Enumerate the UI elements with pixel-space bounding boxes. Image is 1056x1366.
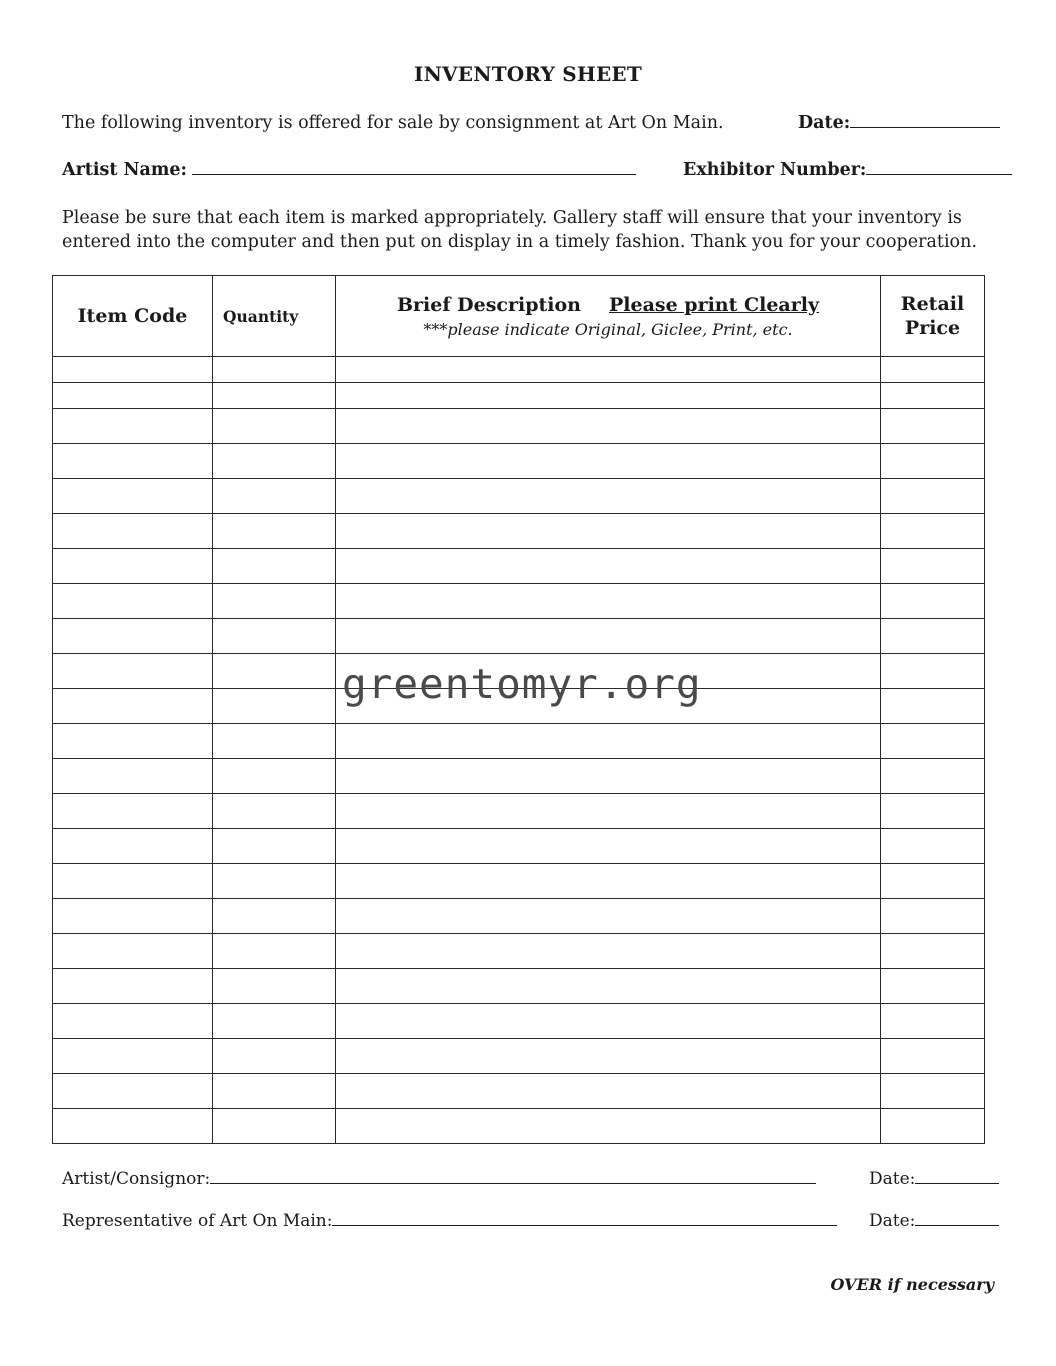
retail-price-cell[interactable] [881, 357, 985, 383]
table-row [53, 444, 985, 479]
table-row [53, 759, 985, 794]
retail-price-cell[interactable] [881, 654, 985, 689]
description-cell[interactable] [336, 549, 881, 584]
quantity-cell[interactable] [213, 934, 336, 969]
table-row [53, 619, 985, 654]
artist-name-line[interactable] [192, 174, 636, 175]
retail-price-cell[interactable] [881, 409, 985, 444]
item-code-cell[interactable] [53, 899, 213, 934]
retail-price-cell[interactable] [881, 383, 985, 409]
quantity-cell[interactable] [213, 479, 336, 514]
quantity-cell[interactable] [213, 584, 336, 619]
item-code-cell[interactable] [53, 724, 213, 759]
item-code-cell[interactable] [53, 357, 213, 383]
table-row [53, 724, 985, 759]
description-cell[interactable] [336, 899, 881, 934]
quantity-cell[interactable] [213, 383, 336, 409]
description-cell[interactable] [336, 514, 881, 549]
header-retail-line1: Retail [900, 293, 965, 315]
intro-text: The following inventory is offered for sale by consignment at Art On Main. [62, 113, 724, 133]
description-cell[interactable] [336, 759, 881, 794]
retail-price-cell[interactable] [881, 899, 985, 934]
retail-price-cell[interactable] [881, 584, 985, 619]
description-cell[interactable] [336, 724, 881, 759]
quantity-cell[interactable] [213, 864, 336, 899]
item-code-cell[interactable] [53, 444, 213, 479]
retail-price-cell[interactable] [881, 794, 985, 829]
table-header-row [53, 276, 985, 357]
retail-price-cell[interactable] [881, 934, 985, 969]
date-field[interactable] [798, 113, 1000, 133]
quantity-cell[interactable] [213, 1004, 336, 1039]
table-row [53, 357, 985, 383]
inventory-table [52, 275, 985, 1144]
quantity-cell[interactable] [213, 654, 336, 689]
table-row [53, 479, 985, 514]
table-row [53, 383, 985, 409]
quantity-cell[interactable] [213, 899, 336, 934]
rep-label: Representative of Art On Main: [62, 1211, 333, 1231]
rep-date-field[interactable] [869, 1211, 999, 1231]
description-cell[interactable] [336, 409, 881, 444]
page-title: INVENTORY SHEET [414, 62, 642, 86]
quantity-cell[interactable] [213, 794, 336, 829]
instructions-text: Please be sure that each item is marked appropriately. Gallery staff will ensure that your inventory is entered into the computer and then put on display in a timely fashion. Thank you for your cooperation. [62, 208, 977, 252]
retail-price-cell[interactable] [881, 969, 985, 1004]
item-code-cell[interactable] [53, 829, 213, 864]
item-code-cell[interactable] [53, 619, 213, 654]
exhibitor-number-label: Exhibitor Number: [683, 160, 867, 180]
retail-price-cell[interactable] [881, 479, 985, 514]
description-cell[interactable] [336, 479, 881, 514]
artist-signature-line[interactable] [210, 1183, 816, 1184]
description-cell[interactable] [336, 829, 881, 864]
item-code-cell[interactable] [53, 549, 213, 584]
retail-price-cell[interactable] [881, 444, 985, 479]
table-row [53, 829, 985, 864]
retail-price-cell[interactable] [881, 829, 985, 864]
table-row [53, 934, 985, 969]
table-row [53, 969, 985, 1004]
quantity-cell[interactable] [213, 829, 336, 864]
table-row [53, 1004, 985, 1039]
artist-date-line[interactable] [915, 1183, 999, 1184]
retail-price-cell[interactable] [881, 689, 985, 724]
quantity-cell[interactable] [213, 759, 336, 794]
quantity-cell[interactable] [213, 1109, 336, 1144]
header-retail-line2: Price [904, 317, 961, 339]
description-cell[interactable] [336, 1004, 881, 1039]
table-row [53, 1074, 985, 1109]
quantity-cell[interactable] [213, 357, 336, 383]
item-code-cell[interactable] [53, 934, 213, 969]
table-row [53, 864, 985, 899]
item-code-cell[interactable] [53, 1004, 213, 1039]
exhibitor-number-line[interactable] [866, 174, 1012, 175]
rep-signature-line[interactable] [332, 1225, 837, 1226]
footer-note: OVER if necessary [830, 1275, 994, 1294]
date-label: Date: [798, 113, 851, 133]
item-code-cell[interactable] [53, 1109, 213, 1144]
exhibitor-number-field[interactable] [683, 160, 1012, 180]
description-cell[interactable] [336, 1039, 881, 1074]
item-code-cell[interactable] [53, 1074, 213, 1109]
item-code-cell[interactable] [53, 864, 213, 899]
description-cell[interactable] [336, 357, 881, 383]
item-code-cell[interactable] [53, 383, 213, 409]
quantity-cell[interactable] [213, 1074, 336, 1109]
table-row [53, 794, 985, 829]
item-code-cell[interactable] [53, 969, 213, 1004]
header-retail-price [881, 276, 985, 357]
rep-signature-field[interactable] [62, 1211, 837, 1231]
quantity-cell[interactable] [213, 619, 336, 654]
quantity-cell[interactable] [213, 514, 336, 549]
header-item-code: Item Code [53, 276, 213, 357]
watermark-text: greentomyr.org [342, 660, 702, 708]
retail-price-cell[interactable] [881, 1039, 985, 1074]
table-row [53, 514, 985, 549]
retail-price-cell[interactable] [881, 864, 985, 899]
quantity-cell[interactable] [213, 409, 336, 444]
quantity-cell[interactable] [213, 689, 336, 724]
artist-date-field[interactable] [869, 1169, 999, 1189]
retail-price-cell[interactable] [881, 1004, 985, 1039]
quantity-cell[interactable] [213, 969, 336, 1004]
item-code-cell[interactable] [53, 794, 213, 829]
header-description [336, 276, 881, 357]
description-cell[interactable] [336, 969, 881, 1004]
item-code-cell[interactable] [53, 689, 213, 724]
description-cell[interactable] [336, 444, 881, 479]
table-row [53, 549, 985, 584]
item-code-cell[interactable] [53, 479, 213, 514]
retail-price-cell[interactable] [881, 759, 985, 794]
table-row [53, 584, 985, 619]
artist-signature-field[interactable] [62, 1169, 816, 1189]
item-code-cell[interactable] [53, 1039, 213, 1074]
quantity-cell[interactable] [213, 549, 336, 584]
description-cell[interactable] [336, 383, 881, 409]
description-cell[interactable] [336, 619, 881, 654]
item-code-cell[interactable] [53, 409, 213, 444]
rep-date-label: Date: [869, 1211, 916, 1231]
item-code-cell[interactable] [53, 654, 213, 689]
artist-name-field[interactable] [62, 160, 636, 180]
table-row [53, 1109, 985, 1144]
description-cell[interactable] [336, 934, 881, 969]
artist-name-label: Artist Name: [62, 160, 188, 180]
item-code-cell[interactable] [53, 514, 213, 549]
table-row [53, 899, 985, 934]
retail-price-cell[interactable] [881, 1074, 985, 1109]
quantity-cell[interactable] [213, 444, 336, 479]
retail-price-cell[interactable] [881, 549, 985, 584]
table-row [53, 1039, 985, 1074]
artist-consignor-label: Artist/Consignor: [62, 1169, 211, 1189]
description-cell[interactable] [336, 864, 881, 899]
description-cell[interactable] [336, 794, 881, 829]
retail-price-cell[interactable] [881, 724, 985, 759]
quantity-cell[interactable] [213, 1039, 336, 1074]
header-print-clearly: Please print Clearly [608, 293, 820, 316]
header-description-label: Brief Description [396, 293, 581, 316]
description-cell[interactable] [336, 1074, 881, 1109]
header-description-sub: ***please indicate Original, Giclee, Print, etc. [423, 319, 793, 339]
table-row [53, 409, 985, 444]
quantity-cell[interactable] [213, 724, 336, 759]
date-line[interactable] [850, 127, 1000, 128]
artist-date-label: Date: [869, 1169, 916, 1189]
item-code-cell[interactable] [53, 584, 213, 619]
description-cell[interactable] [336, 1109, 881, 1144]
retail-price-cell[interactable] [881, 1109, 985, 1144]
retail-price-cell[interactable] [881, 514, 985, 549]
header-quantity: Quantity [213, 276, 336, 357]
item-code-cell[interactable] [53, 759, 213, 794]
retail-price-cell[interactable] [881, 619, 985, 654]
rep-date-line[interactable] [915, 1225, 999, 1226]
description-cell[interactable] [336, 584, 881, 619]
